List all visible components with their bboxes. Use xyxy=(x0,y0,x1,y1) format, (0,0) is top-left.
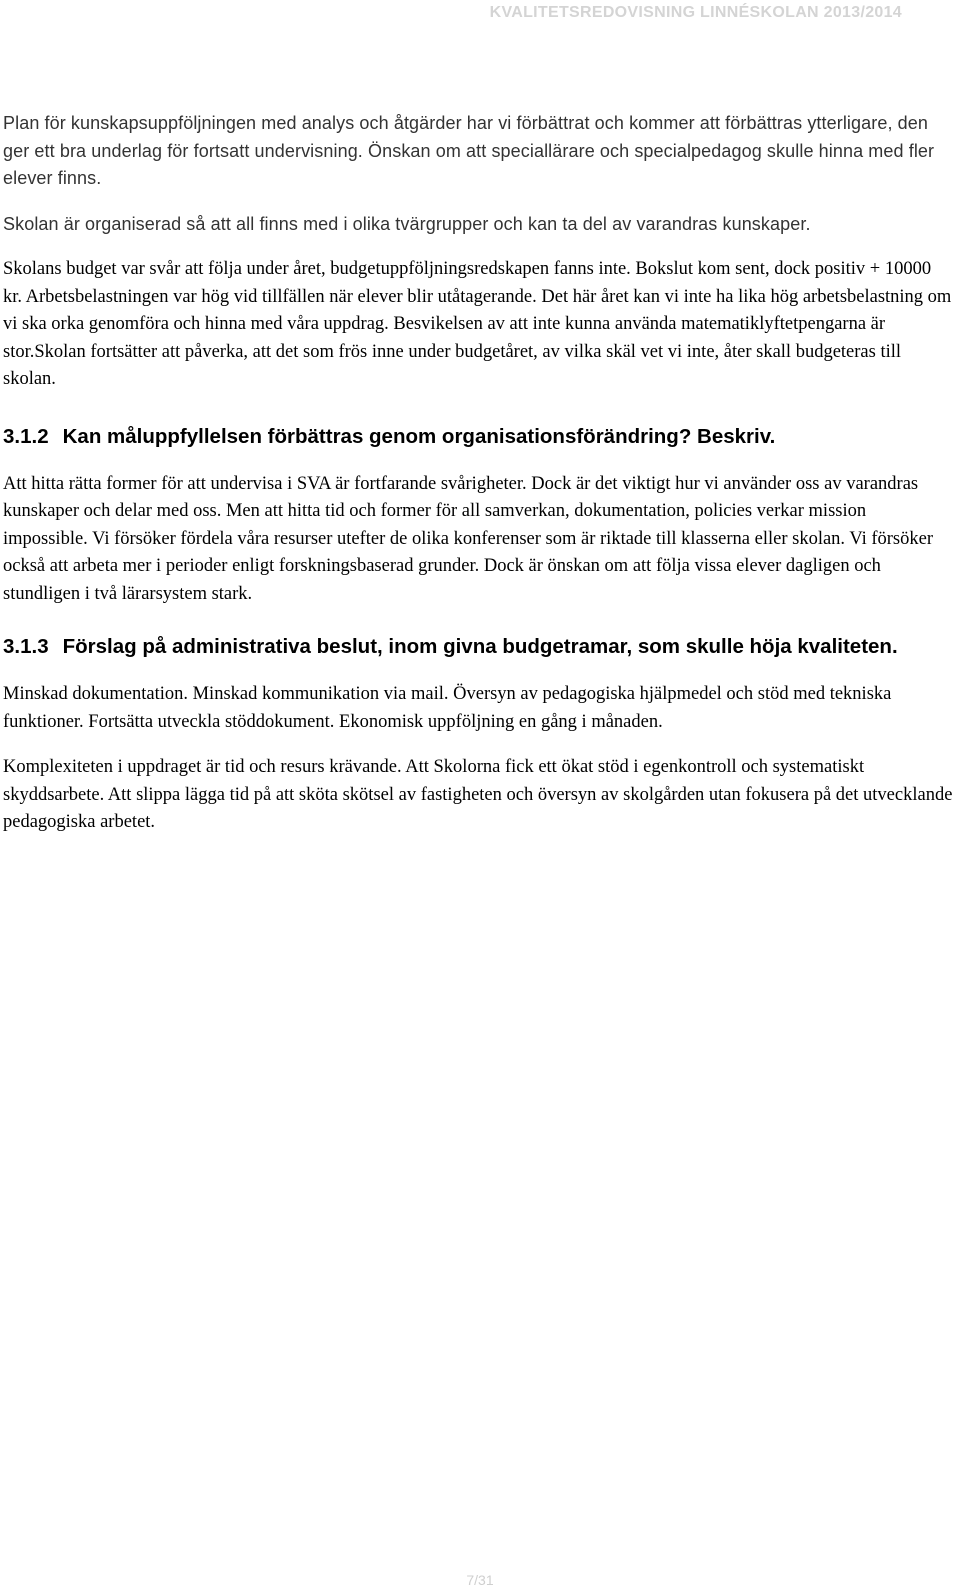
section-heading-3-1-2 xyxy=(3,422,953,451)
section-heading-3-1-3 xyxy=(3,632,953,661)
section-title: Kan måluppfyllelsen förbättras genom organisationsförändring? Beskriv. xyxy=(62,424,776,448)
page-number: 7/31 xyxy=(466,1572,494,1588)
section-number: 3.1.3 xyxy=(3,635,49,658)
paragraph-organisation: Skolan är organiserad så att all finns med i olika tvärgrupper och kan ta del av varandras kunskaper. xyxy=(3,213,811,234)
section-title: Förslag på administrativa beslut, inom givna budgetramar, som skulle höja kvaliteten. xyxy=(62,635,898,658)
paragraph-proposals: Minskad dokumentation. Minskad kommunikation via mail. Översyn av pedagogiska hjälpmedel och stöd med tekniska funktioner. Fortsätta utveckla stöddokument. Ekonomisk uppföljning en gång i månaden. xyxy=(3,684,892,732)
running-header: KVALITETSREDOVISNING LINNÉSKOLAN 2013/2014 xyxy=(489,4,902,21)
paragraph-complexity: Komplexiteten i uppdraget är tid och resurs krävande. Att Skolorna fick ett ökat stöd i egenkontroll och systematiskt skyddsarbete. Att slippa lägga tid på att sköta skötsel av fastigheten och översyn av skolgården utan fokusera på det utvecklande pedagogiska arbetet. xyxy=(3,757,953,832)
paragraph-plan: Plan för kunskapsuppföljningen med analys och åtgärder har vi förbättrat och kommer att förbättras ytterligare, den ger ett bra underlag för fortsatt undervisning. Önskan om att speciallärare och specialpedagog skulle hinna med fler elever finns. xyxy=(3,113,935,188)
paragraph-sva: Att hitta rätta former för att undervisa i SVA är fortfarande svårigheter. Dock är det viktigt hur vi använder oss av varandras kunskaper och delar med oss. Men att hitta tid och former för all samverkan, dokumentation, policies verkar mission impossible. Vi försöker fördela våra resurser utefter de olika konferenser som är riktade till klasserna eller skolan. Vi försöker också att arbeta mer i perioder enligt forskningsbaserad grunder. Dock är önskan om att följa vissa elever dagligen och stundligen i två lärarsystem stark. xyxy=(3,473,934,604)
section-number: 3.1.2 xyxy=(3,424,49,448)
paragraph-budget: Skolans budget var svår att följa under året, budgetuppföljningsredskapen fanns inte. Bokslut kom sent, dock positiv + 10000 kr. Arbetsbelastningen var hög vid tillfällen när elever blir utåtagerande. Det här året kan vi inte ha lika hög arbetsbelastning om vi ska orka genomföra och hinna med våra uppdrag. Besvikelsen av att inte kunna använda matematiklyftetpengarna är stor.Skolan fortsätter att påverka, att det som frös inne under budgetåret, av vilka skäl vet vi inte, åter skall budgeteras till skolan. xyxy=(3,259,952,389)
document-body xyxy=(3,110,953,837)
